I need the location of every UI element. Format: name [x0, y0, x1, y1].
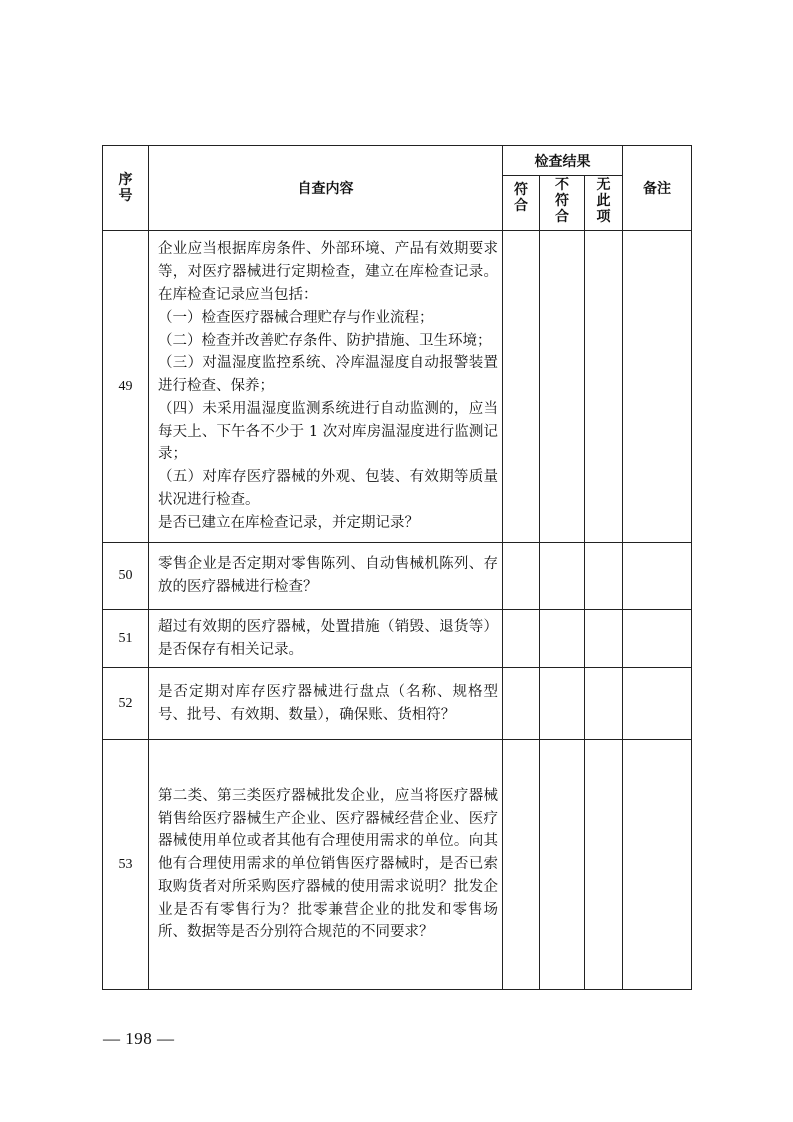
row-content: [149, 610, 503, 668]
conform-cell[interactable]: [503, 740, 540, 990]
remarks-cell[interactable]: [623, 668, 692, 740]
conform-cell[interactable]: [503, 610, 540, 668]
table-row: [103, 231, 692, 543]
content-line: 企业应当根据库房条件、外部环境、产品有效期要求等，对医疗器械进行定期检查，建立在库检查记录。在库检查记录应当包括：: [158, 241, 498, 303]
content-line: 超过有效期的医疗器械，处置措施（销毁、退货等）是否保存有相关记录。: [158, 618, 498, 658]
header-result-group: 检查结果: [503, 146, 623, 176]
content-line: （三）对温湿度监控系统、冷库温湿度自动报警装置进行检查、保养；: [158, 355, 498, 395]
remarks-cell[interactable]: [623, 231, 692, 543]
conform-cell[interactable]: [503, 668, 540, 740]
content-line: 是否已建立在库检查记录，并定期记录？: [158, 514, 419, 531]
nonconform-cell[interactable]: [540, 231, 585, 543]
header-nonconform: 不符合: [540, 176, 585, 231]
nonconform-cell[interactable]: [540, 610, 585, 668]
remarks-cell[interactable]: [623, 543, 692, 610]
na-cell[interactable]: [585, 740, 623, 990]
row-number: 52: [103, 668, 149, 740]
conform-cell[interactable]: [503, 543, 540, 610]
remarks-cell[interactable]: [623, 740, 692, 990]
table-row: [103, 610, 692, 668]
row-number: 53: [103, 740, 149, 990]
self-check-table: [102, 145, 692, 990]
row-number: 50: [103, 543, 149, 610]
header-seq: 序号: [103, 146, 149, 231]
header-na: 无此项: [585, 176, 623, 231]
table-row: [103, 543, 692, 610]
content-line: 是否定期对库存医疗器械进行盘点（名称、规格型号、批号、有效期、数量），确保账、货相符？: [158, 683, 498, 723]
content-line: 零售企业是否定期对零售陈列、自动售械机陈列、存放的医疗器械进行检查？: [158, 556, 498, 595]
content-line: （五）对库存医疗器械的外观、包装、有效期等质量状况进行检查。: [158, 469, 498, 509]
table-row: [103, 668, 692, 740]
na-cell[interactable]: [585, 231, 623, 543]
header-content: 自查内容: [149, 146, 503, 231]
table-row: [103, 740, 692, 990]
row-content: [149, 740, 503, 990]
header-conform: 符合: [503, 176, 540, 231]
content-line: 第二类、第三类医疗器械批发企业，应当将医疗器械销售给医疗器械生产企业、医疗器械经营企业、医疗器械使用单位或者其他有合理使用需求的单位。向其他有合理使用需求的单位销售医疗器械时，是否已索取购货者对所采购医疗器械的使用需求说明？批发企业是否有零售行为？批零兼营企业的批发和零售场所、数据等是否分别符合规范的不同要求？: [158, 787, 498, 941]
nonconform-cell[interactable]: [540, 543, 585, 610]
header-remarks: 备注: [623, 146, 692, 231]
content-line: （四）未采用温湿度监测系统进行自动监测的，应当每天上、下午各不少于 1 次对库房温湿度进行监测记录；: [158, 400, 498, 463]
nonconform-cell[interactable]: [540, 740, 585, 990]
na-cell[interactable]: [585, 543, 623, 610]
na-cell[interactable]: [585, 668, 623, 740]
self-check-table-wrapper: [102, 145, 692, 990]
row-content: [149, 543, 503, 610]
na-cell[interactable]: [585, 610, 623, 668]
content-line: （一）检查医疗器械合理贮存与作业流程；: [158, 309, 434, 326]
conform-cell[interactable]: [503, 231, 540, 543]
row-number: 51: [103, 610, 149, 668]
row-content: [149, 668, 503, 740]
content-line: （二）检查并改善贮存条件、防护措施、卫生环境；: [158, 332, 492, 349]
nonconform-cell[interactable]: [540, 668, 585, 740]
row-number: 49: [103, 231, 149, 543]
page-number: — 198 —: [103, 1029, 175, 1048]
remarks-cell[interactable]: [623, 610, 692, 668]
row-content: [149, 231, 503, 543]
